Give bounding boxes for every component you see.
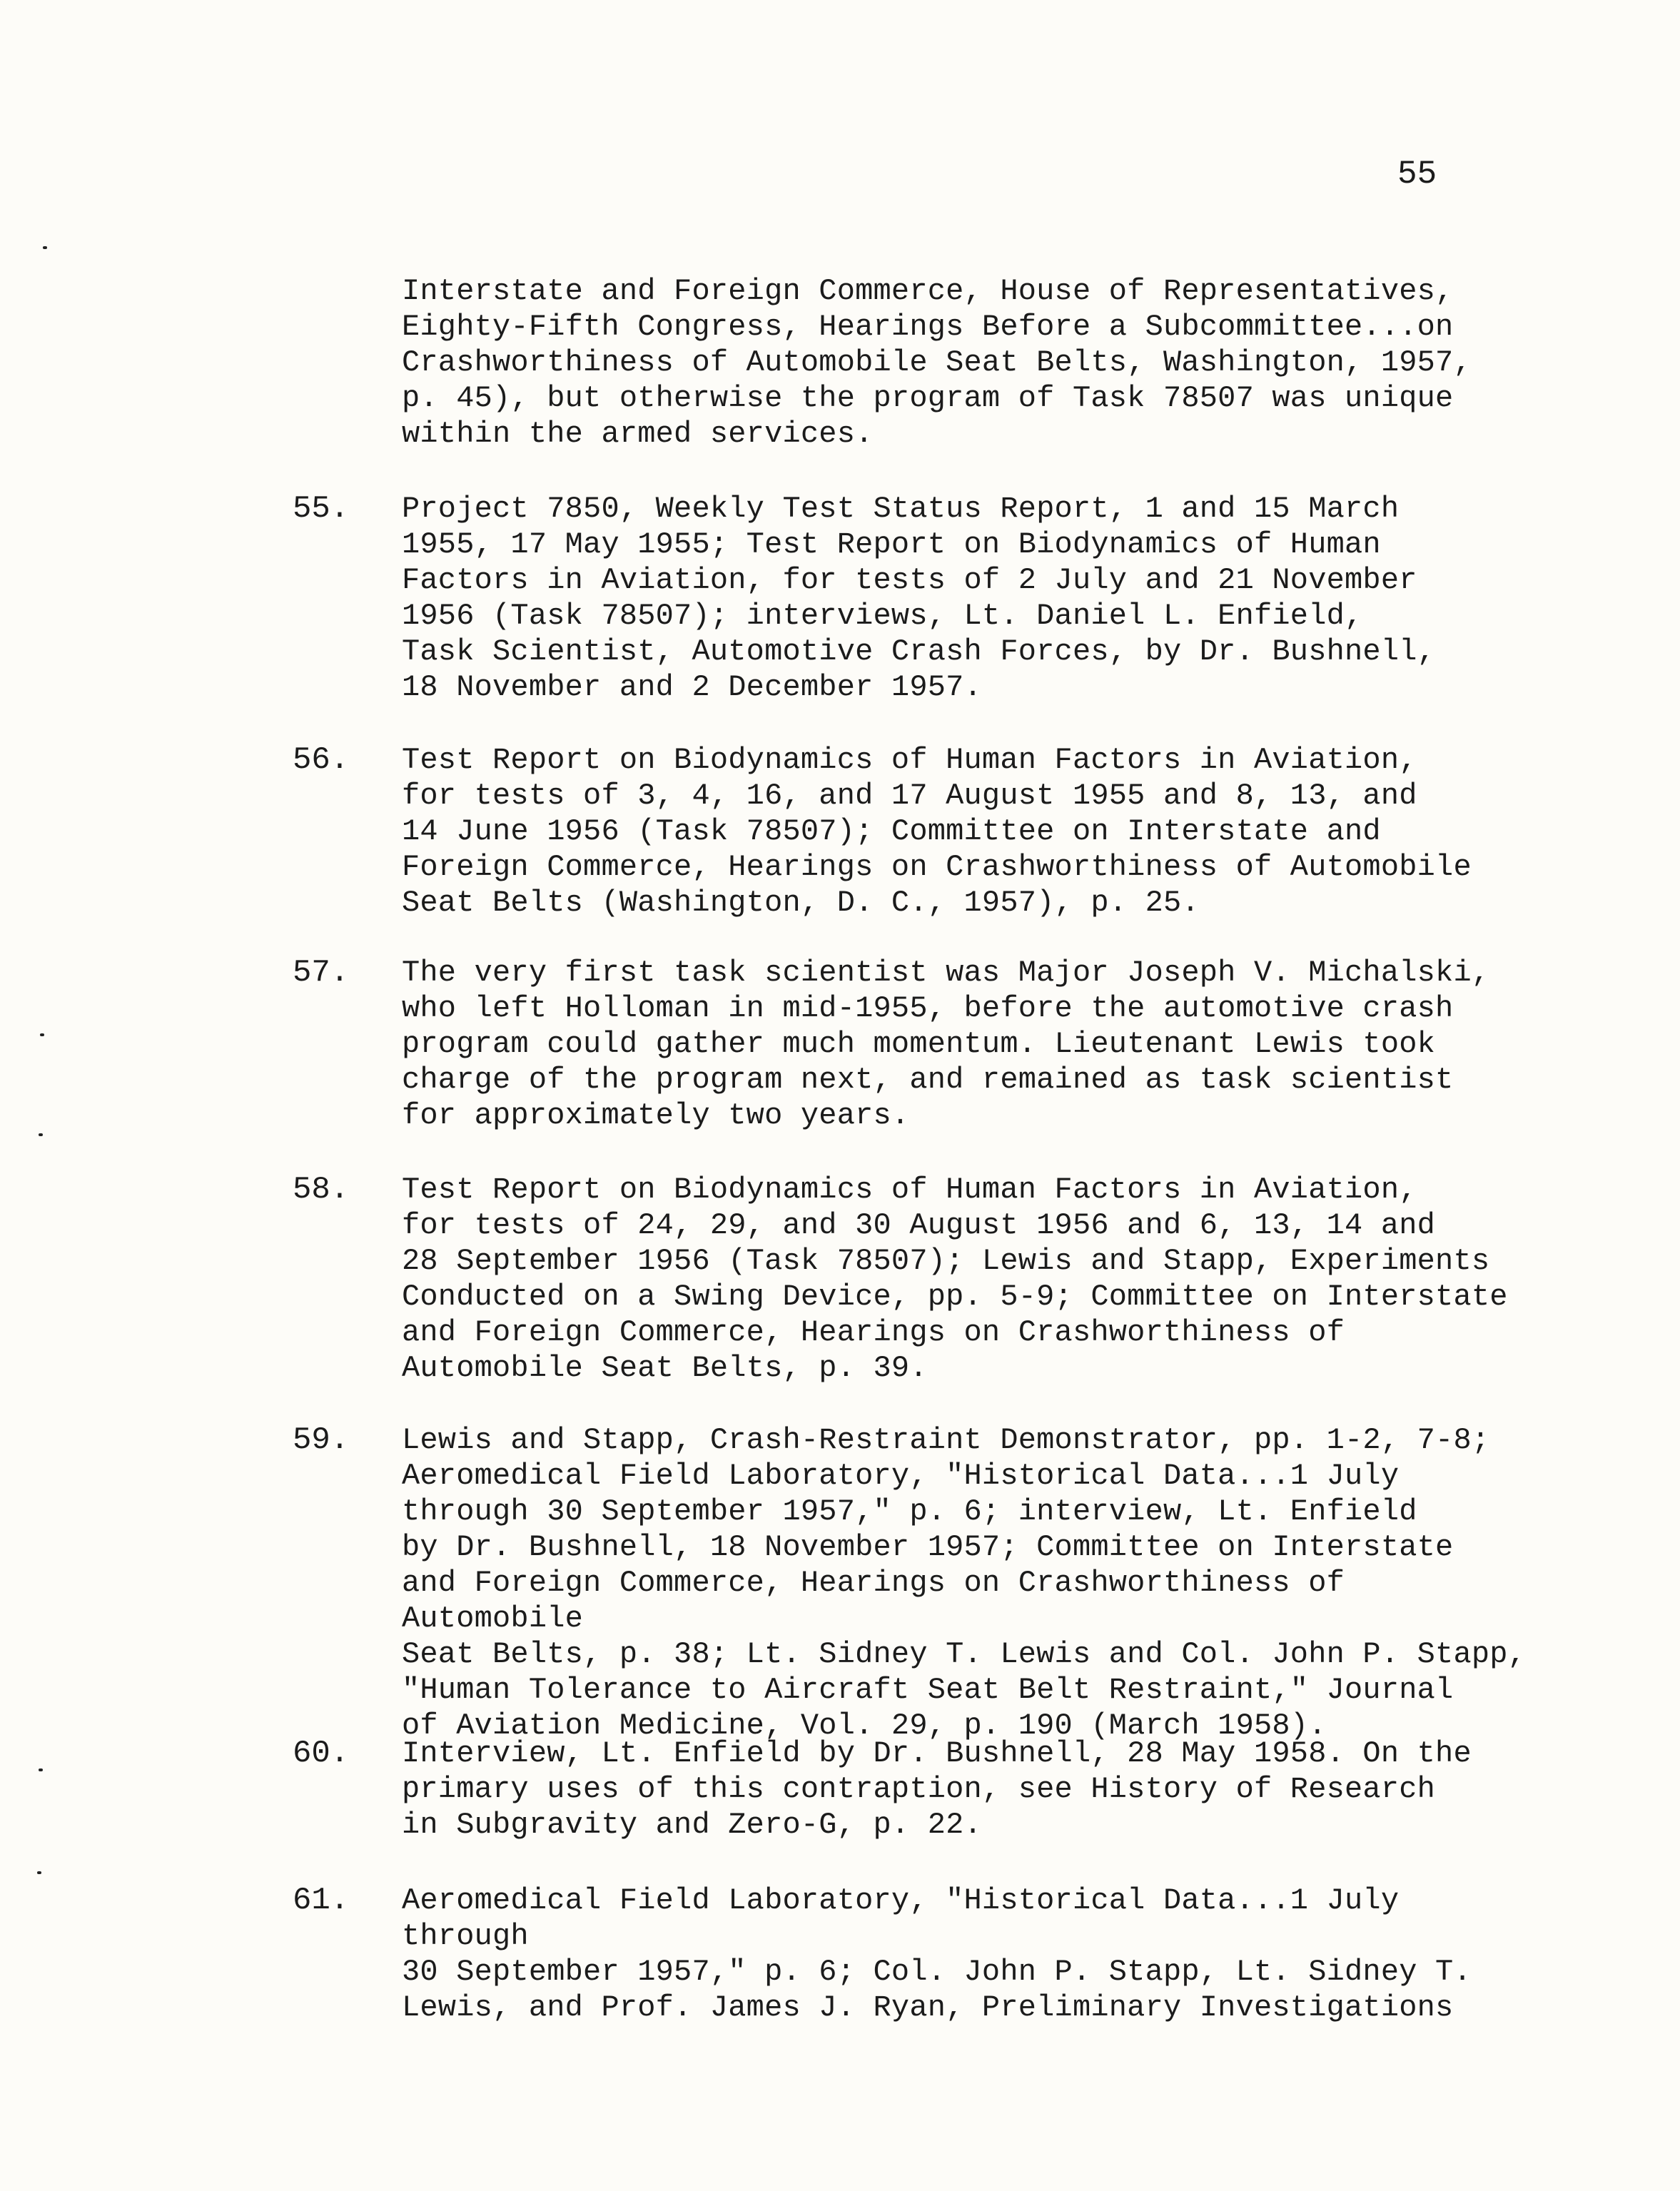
margin-speck <box>39 1133 43 1136</box>
footnote-number: 55. <box>293 491 350 527</box>
footnote-text: Interview, Lt. Enfield by Dr. Bushnell, 28 May 1958. On the primary uses of this contraption, see History of Research in Subgravity and Zero-G, p. 22. <box>402 1736 1472 1842</box>
footnote-number: 61. <box>293 1883 350 1918</box>
footnote-text: Test Report on Biodynamics of Human Factors in Aviation, for tests of 24, 29, and 30 August 1956 and 6, 13, 14 and 28 September 1956 (Task 78507); Lewis and Stapp, Experiments Conducted on a Swing Device, pp. 5-9; Committee on Interstate and Foreign Commerce, Hearings on Crashworthiness of Automobile Seat Belts, p. 39. <box>402 1173 1508 1385</box>
footnote-number: 60. <box>293 1736 350 1771</box>
margin-speck <box>39 1769 43 1771</box>
margin-speck <box>43 246 47 249</box>
footnote-number: 58. <box>293 1172 350 1208</box>
footnote-text: Test Report on Biodynamics of Human Factors in Aviation, for tests of 3, 4, 16, and 17 August 1955 and 8, 13, and 14 June 1956 (Task 78507); Committee on Interstate and Foreign Commerce, Hearings on Crashworthiness of Automobile Seat Belts (Washington, D. C., 1957), p. 25. <box>402 743 1472 920</box>
footnote-text: Lewis and Stapp, Crash-Restraint Demonstrator, pp. 1-2, 7-8; Aeromedical Field Laboratory, "Historical Data...1 July through 30 September 1957," p. 6; interview, Lt. Enfield by Dr. Bushnell, 18 November 1957; Committee on Interstate and Foreign Commerce, Hearings on Crashworthiness of Automobile Seat Belts, p. 38; Lt. Sidney T. Lewis and Col. John P. Stapp, "Human Tolerance to Aircraft Seat Belt Restraint," Journal of Aviation Medicine, Vol. 29, p. 190 (March 1958). <box>402 1423 1527 1743</box>
footnote-number: 56. <box>293 742 350 778</box>
margin-speck <box>40 1033 44 1036</box>
page-number: 55 <box>1397 156 1437 193</box>
footnote-text: The very first task scientist was Major Joseph V. Michalski, who left Holloman in mid-1955, before the automotive crash program could gather much momentum. Lieutenant Lewis took charge of the program next, and remained as task scientist for approximately two years. <box>402 956 1490 1133</box>
footnote-text: Aeromedical Field Laboratory, "Historical Data...1 July through 30 September 1957," p. 6; Col. John P. Stapp, Lt. Sidney T. Lewis, and Prof. James J. Ryan, Preliminary Investigations <box>402 1883 1472 2025</box>
footnote-number: 57. <box>293 955 350 991</box>
margin-speck <box>37 1871 41 1874</box>
footnote-text: Project 7850, Weekly Test Status Report, 1 and 15 March 1955, 17 May 1955; Test Report on Biodynamics of Human Factors in Aviation, for tests of 2 July and 21 November 1956 (Task 78507); interviews, Lt. Daniel L. Enfield, Task Scientist, Automotive Crash Forces, by Dr. Bushnell, 18 November and 2 December 1957. <box>402 492 1436 704</box>
footnote-text: Interstate and Foreign Commerce, House of Representatives, Eighty-Fifth Congress, Hearings Before a Subcommittee...on Crashworthiness of Automobile Seat Belts, Washington, 1957, p. 45), but otherwise the program of Task 78507 was unique within the armed services. <box>402 274 1472 451</box>
footnote-number: 59. <box>293 1422 350 1458</box>
